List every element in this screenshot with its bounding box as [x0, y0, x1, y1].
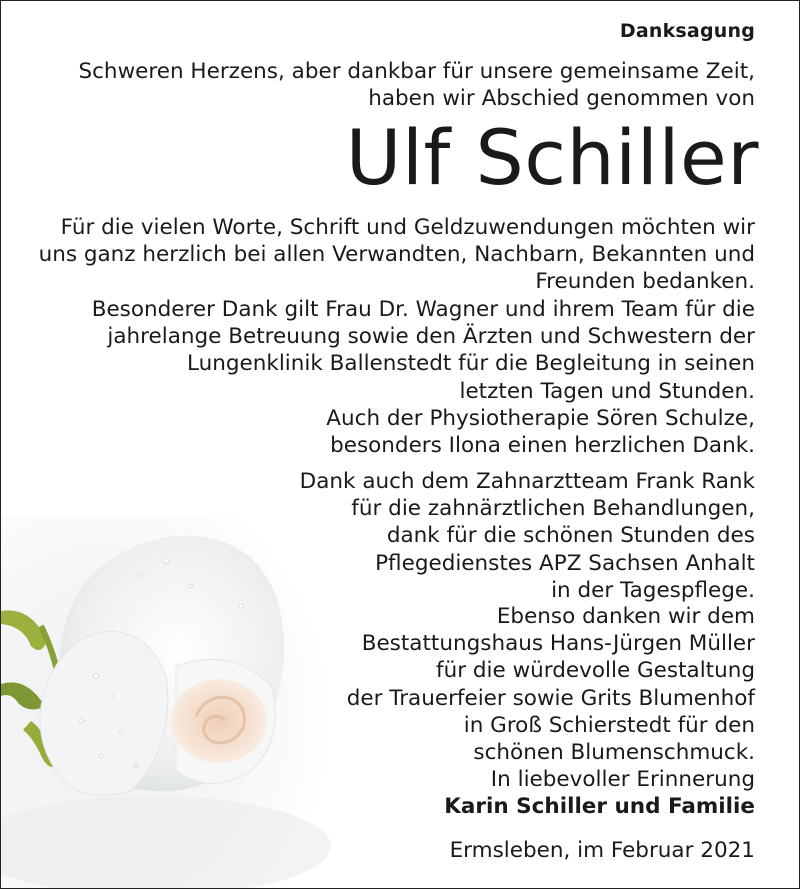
paragraph-line: Pflegedienstes APZ Sachsen Anhalt	[375, 550, 755, 576]
paragraph-line: Für die vielen Worte, Schrift und Geldzuwendungen möchten wir	[60, 215, 755, 240]
paragraph-line: Ebenso danken wir dem	[496, 604, 755, 629]
paragraph-line: dank für die schönen Stunden des	[386, 523, 755, 549]
paragraph-line: besonders Ilona einen herzlichen Dank.	[330, 433, 755, 459]
thanks-paragraph	[326, 405, 755, 459]
place-date: Ermsleben, im Februar 2021	[449, 838, 755, 863]
paragraph-line: für die zahnärztlichen Behandlungen,	[351, 496, 755, 522]
paragraph-line: Dank auch dem Zahnarztteam Frank Rank	[299, 469, 755, 494]
deceased-name: Ulf Schiller	[345, 113, 759, 202]
signature: Karin Schiller und Familie	[444, 794, 755, 819]
intro-text	[78, 58, 755, 112]
thanks-paragraph	[300, 468, 755, 604]
thanks-paragraph	[347, 603, 755, 766]
paragraph-line: Auch der Physiotherapie Sören Schulze,	[326, 406, 755, 431]
paragraph-line: Bestattungshaus Hans-Jürgen Müller	[361, 631, 755, 657]
paragraph-line: für die würdevolle Gestaltung	[436, 658, 755, 684]
paragraph-line: Besonderer Dank gilt Frau Dr. Wagner und ihrem Team für die	[91, 297, 755, 322]
white-rose-image	[1, 516, 331, 888]
thanks-paragraph	[39, 214, 755, 296]
notice-heading: Danksagung	[619, 20, 755, 42]
paragraph-line: in Groß Schierstedt für den	[463, 712, 755, 738]
paragraph-line: jahrelange Betreuung sowie den Ärzten und Schwestern der	[107, 324, 755, 350]
thanks-paragraph	[92, 296, 755, 405]
paragraph-line: Freunden bedanken.	[535, 269, 755, 295]
intro-line: Schweren Herzens, aber dankbar für unsere gemeinsame Zeit,	[78, 59, 755, 84]
intro-line: haben wir Abschied genommen von	[368, 86, 755, 111]
paragraph-line: Lungenklinik Ballenstedt für die Begleitung in seinen	[187, 351, 755, 377]
paragraph-line: letzten Tagen und Stunden.	[459, 378, 755, 404]
closing-line: In liebevoller Erinnerung	[490, 767, 755, 792]
paragraph-line: schönen Blumenschmuck.	[473, 740, 755, 766]
closing-block	[444, 766, 755, 820]
paragraph-line: der Trauerfeier sowie Grits Blumenhof	[346, 685, 755, 711]
paragraph-line: uns ganz herzlich bei allen Verwandten, Nachbarn, Bekannten und	[38, 242, 755, 268]
paragraph-line: in der Tagespflege.	[551, 577, 755, 603]
